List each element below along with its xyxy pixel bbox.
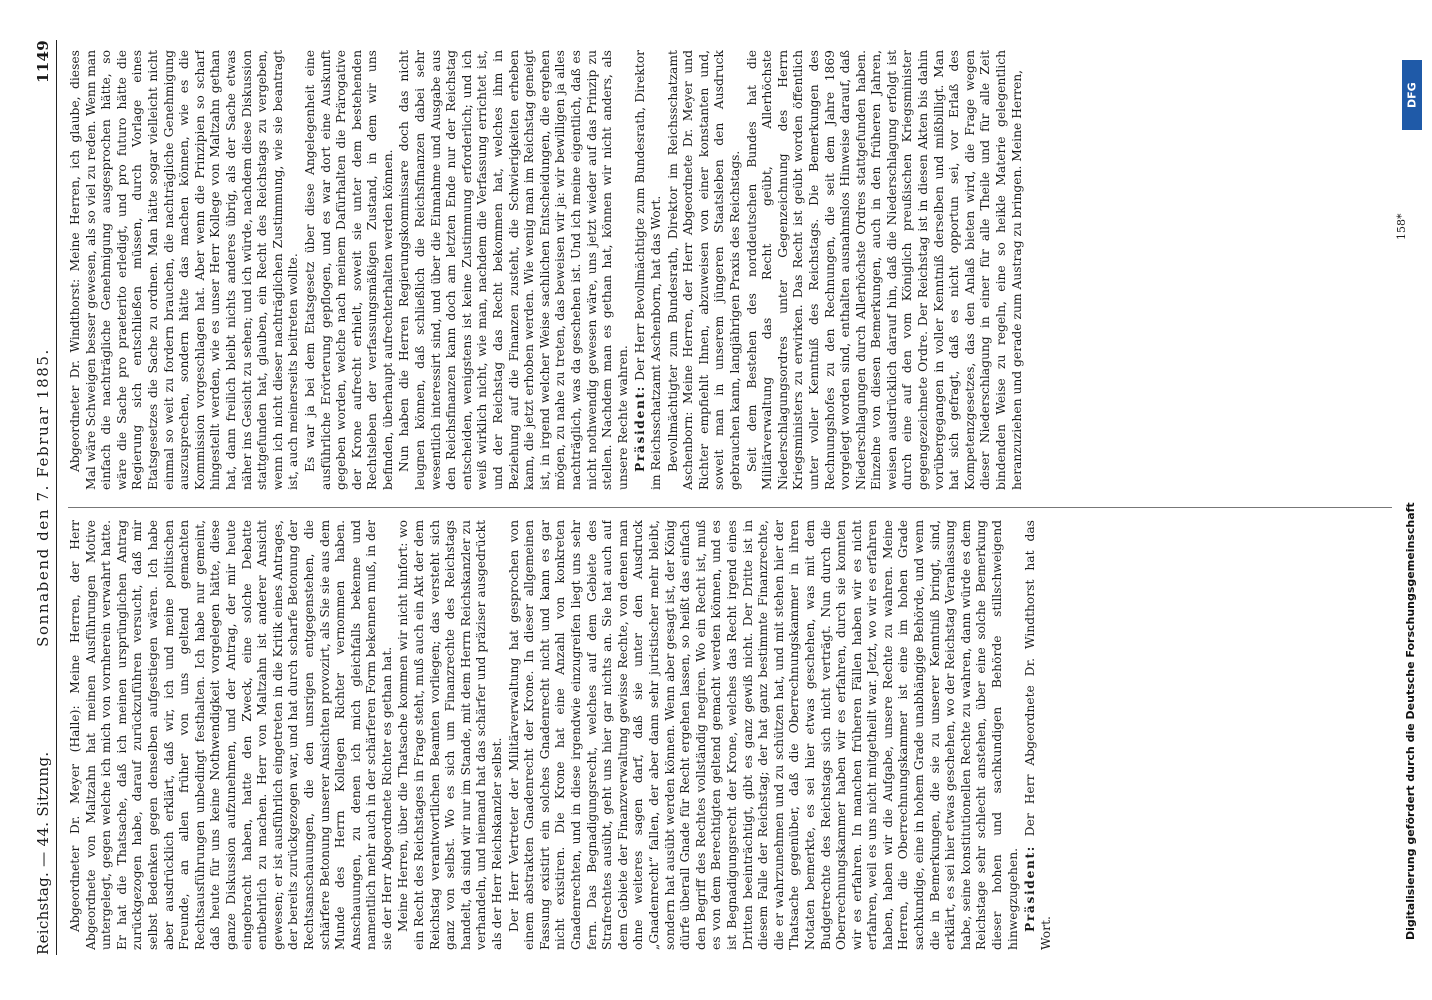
digitization-sidebar xyxy=(1400,60,1424,940)
paragraph: Seit dem Bestehen des norddeutschen Bundes hat die Militärverwaltung das Recht geübt, Allerhöchste Niederschlagungsordres unter Gegenzeichnung des Herrn Kriegsministers zu erwirken. Das Recht ist geübt worden öffentlich unter voller Kenntniß des Reichstags. Die Bemerkungen des Rechnungshofes zu den Rechnungen, die seit dem Jahre 1869 vorgelegt worden sind, enthalten ausnahmslos Hinweise darauf, daß Niederschlagungen durch Allerhöchste Ordres stattgefunden haben. Einzelne von diesen Bemerkungen, auch in den früheren Jahren, weisen ausdrücklich darauf hin, daß die Niederschlagung erfolgt ist durch eine auf den vom Königlich preußischen Kriegsminister gegengezeichnete Ordre. Der Reichstag ist in diesen Akten bis dahin vorübergegangen in voller Kenntniß derselben und mißbilligt. Man hat sich gefragt, daß es nicht opportun sei, vor Erlaß des Kompetenzgesetzes, das den Anlaß bieten wird, die Frage wegen dieser Niederschlagung in einer für alle Theile und für alle Zeit bindenden Weise zu regeln, eine so heikle Materie gelegentlich heranzuziehen und gerade zum Austrag zu bringen. Meine Herren, xyxy=(744,50,1024,490)
paragraph: Nun haben die Herren Regierungskommissare doch das nicht leugnen können, daß schließlich die Reichsfinanzen dabei sehr wesentlich interessirt sind, und über die Einnahme und Ausgabe aus den Reichsfinanzen kann doch am letzten Ende nur der Reichstag entscheiden, wenigstens ist keine Zustimmung erforderlich; und ich weiß wirklich nicht, wie man, nachdem die Verfassung errichtet ist, und der Reichstag das Recht bekommen hat, welches ihm in Beziehung auf die Finanzen zusteht, die Schwierigkeiten erheben kann, die jetzt erhoben werden. Wie wenig man im Reichstag geneigt ist, in irgend welcher Weise sachlichen Entscheidungen, die ergehen mögen, zu nahe zu treten, das beweisen wir ja: wir bewilligen ja alles nachträglich, was da geschehen ist. Und ich meine eigentlich, daß es nicht nothwendig gewesen wäre, uns jetzt wieder auf das Prinzip zu stellen. Nachdem man es gethan hat, können wir nicht anders, als unsere Rechte wahren. xyxy=(397,50,630,490)
speaker-meyer: Abgeordneter Dr. Meyer (Halle): xyxy=(68,705,82,932)
speaker-windthorst: Abgeordneter Dr. Windthorst: xyxy=(68,278,82,472)
paragraph xyxy=(68,50,302,490)
speaker-president: Präsident: xyxy=(632,385,648,472)
column-divider xyxy=(68,507,1392,508)
paragraph xyxy=(666,50,744,490)
header-date: Sonnabend den 7. Februar 1885. xyxy=(34,348,52,647)
page-header xyxy=(30,40,57,955)
funding-note: Digitalisierung gefördert durch die Deutsche Forschungsgemeinschaft xyxy=(1404,502,1417,940)
right-column xyxy=(68,50,1392,490)
paragraph xyxy=(68,520,395,950)
dfg-logo: DFG xyxy=(1402,60,1422,130)
speech-text: Meine Herren, der Herr Abgeordnete von Maltzahn hat meinen Ausführungen Motive untergelegt, gegen welche ich mich von vornherein verwahrt hatte. Er hat die Thatsache, daß ich meinen ursprünglichen Antrag zurückgezogen habe, darauf zurückzuführen versucht, daß mir selbst Bedenken gegen denselben aufgestiegen wären. Ich habe aber ausdrücklich erklärt, daß wir, ich und meine politischen Freunde, an allen früher von uns geltend gemachten Rechtsausführungen unbedingt festhalten. Ich habe nur gemeint, daß heute für uns keine Nothwendigkeit vorgelegen hätte, diese ganze Diskussion aufzunehmen, und der Antrag, der mir heute eingebracht haben, hatte den Zweck, eine solche Debatte entbehrlich zu machen. Herr von Maltzahn ist anderer Ansicht gewesen; er ist ausführlich eingetreten in die Kritik eines Antrages, der bereits zurückgezogen war, und hat durch scharfe Betonung der Rechtsanschauungen, die den unsrigen entgegenstehen, die schärfere Betonung unserer Ansichten provozirt, als Sie sie aus dem Munde des Herrn Kollegen Richter vernommen haben. Anschauungen, zu denen ich mich gleichfalls bekenne und namentlich mehr auch in der schärferen Form bekennen muß, in der sie der Herr Abgeordnete Richter es gethan hat. xyxy=(68,520,394,950)
paragraph xyxy=(632,50,664,490)
paragraph xyxy=(1022,520,1054,950)
left-column xyxy=(68,520,1392,950)
paragraph: Der Herr Vertreter der Militärverwaltung hat gesprochen von einem abstrakten Gnadenrecht der Krone. In dieser allgemeinen Fassung existirt ein solches Gnadenrecht nicht und kann es gar nicht existiren. Die Krone hat eine Anzahl von konkreten Gnadenrechten, und in diese irgendwie einzugreifen liegt uns sehr fern. Das Begnadigungsrecht, welches auf dem Gebiete des Strafrechtes ausübt, geht uns hier gar nichts an. Sie hat auch auf dem Gebiete der Finanzverwaltung gewisse Rechte, von denen man ohne weiteres sagen darf, daß sie unter den Ausdruck „Gnadenrecht“ fallen, der aber dann sehr juristischer mehr bleibt, sondern hat ausübt werden können. Wenn aber gesagt ist, der König dürfe überall Gnade für Recht ergehen lassen, so heißt das einfach den Begriff des Rechtes vollständig negiren. Wo ein Recht ist, muß es von dem Berechtigten geltend gemacht werden können, und es ist Begnadigungsrecht der Krone, welches das Recht irgend eines Dritten beeinträchtigt, gibt es ganz gewiß nicht. Der Dritte ist in diesem Falle der Reichstag; der hat ganz bestimmte Finanzrechte, die er wahrzunehmen und zu schützen hat, und mit stehen hier der Thatsache gegenüber, daß die Oberrechnungskammer in ihren Notaten bemerkte, es sei hier etwas geschehen, was mit dem Budgetrechte des Reichstags sich nicht verträgt. Nun durch die Oberrechnungskammer haben wir es erfahren, durch sie konnten wir es erfahren. In manchen früheren Fällen haben wir es nicht erfahren, weil es uns nicht mitgetheilt war. Jetzt, wo wir es erfahren haben, haben wir die Aufgabe, unsere Rechte zu wahren. Meine Herren, die Oberrechnungskammer ist eine im hohen Grade sachkundige, eine in hohem Grade unabhängige Behörde, und wenn die in Bemerkungen, die sie zu unserer Kenntniß bringt, sind, erklärt, es sei hier etwas geschehen, wo der Reichstag Veranlassung habe, seine konstitutionellen Rechte zu wahren, dann würde es dem Reichstage sehr schlecht anstehen, über eine solche Bemerkung dieser hohen und sachkundigen Behörde stillschweigend hinwegzugehen. xyxy=(506,520,1020,950)
paragraph: Es war ja bei dem Etatsgesetz über diese Angelegenheit eine ausführliche Erörterung gepflogen, und es war dort eine Auskunft gegeben worden, welche nach meinem Dafürhalten die Prärogative der Krone aufrecht erhielt, soweit sie unter dem bestehenden Rechtsleben der verfassungsmäßigen Zustand, in dem wir uns befinden, überhaupt aufrechterhalten werden können. xyxy=(302,50,395,490)
speech-text: Meine Herren, ich glaube, dieses Mal wäre Schweigen besser gewesen, als so viel zu reden. Wenn man einfach die nachträgliche Genehmigung ausgesprochen hätte, so wäre die Sache pro praeterito erledigt, und pro futuro hätte die Regierung sich entschließen müssen, durch Vorlage eines Etatsgesetzes die Sache zu ordnen. Man hätte sogar vielleicht nicht einmal so weit zu fordern brauchen, die nachträgliche Genehmigung auszusprechen, sondern hätte das machen können, wie es die Kommission vorgeschlagen hat. Aber wenn die Prinzipien so scharf hingestellt werden, wie es unser Herr Kollege von Maltzahn gethan hat, dann freilich bleibt nichts anderes übrig, als der Sache etwas näher ins Gesicht zu sehen; und ich würde, nachdem diese Diskussion stattgefunden hat, glauben, ein Recht des Reichstags zu vergeben, wenn ich nicht dieser nachträglichen Zustimmung, wie sie beantragt ist, auch meinerseits beitreten wollte. xyxy=(68,50,301,490)
speech-text: Der Herr Bevollmächtigte zum Bundesrath, Direktor im Reichsschatzamt Aschenborn, hat das Wort. xyxy=(633,50,663,490)
folio-mark: 158* xyxy=(1395,213,1408,240)
header-left: Reichstag. — 44. Sitzung. xyxy=(34,751,52,955)
speech-text: Meine Herren, der Herr Abgeordnete Dr. Meyer und Richter empfiehlt Ihnen, abzuweisen von einer konstanten und, soweit man in unserem jüngeren Staatsleben den Ausdruck gebrauchen kann, langjährigen Praxis des Reichstags. xyxy=(681,50,742,490)
paragraph: Meine Herren, über die Thatsache kommen wir nicht hinfort: wo ein Recht des Reichstages in Frage steht, muß auch ein Akt der dem Reichstag verantwortlichen Beamten vorliegen; das versteht sich ganz von selbst. Wo es sich um Finanzrechte des Reichstags handelt, da sind wir nur im Stande, mit dem Herrn Reichskanzler zu verhandeln, und niemand hat das schärfer und präziser ausgedrückt als der Herr Reichskanzler selbst. xyxy=(396,520,505,950)
speaker-president: Präsident: xyxy=(1022,845,1038,932)
page-number: 1149 xyxy=(34,40,52,83)
speech-text: Der Herr Abgeordnete Dr. Windthorst hat das Wort. xyxy=(1023,520,1053,950)
speaker-aschenborn: Bevollmächtigter zum Bundesrath, Direktor im Reichsschatzamt Aschenborn: xyxy=(665,50,696,490)
